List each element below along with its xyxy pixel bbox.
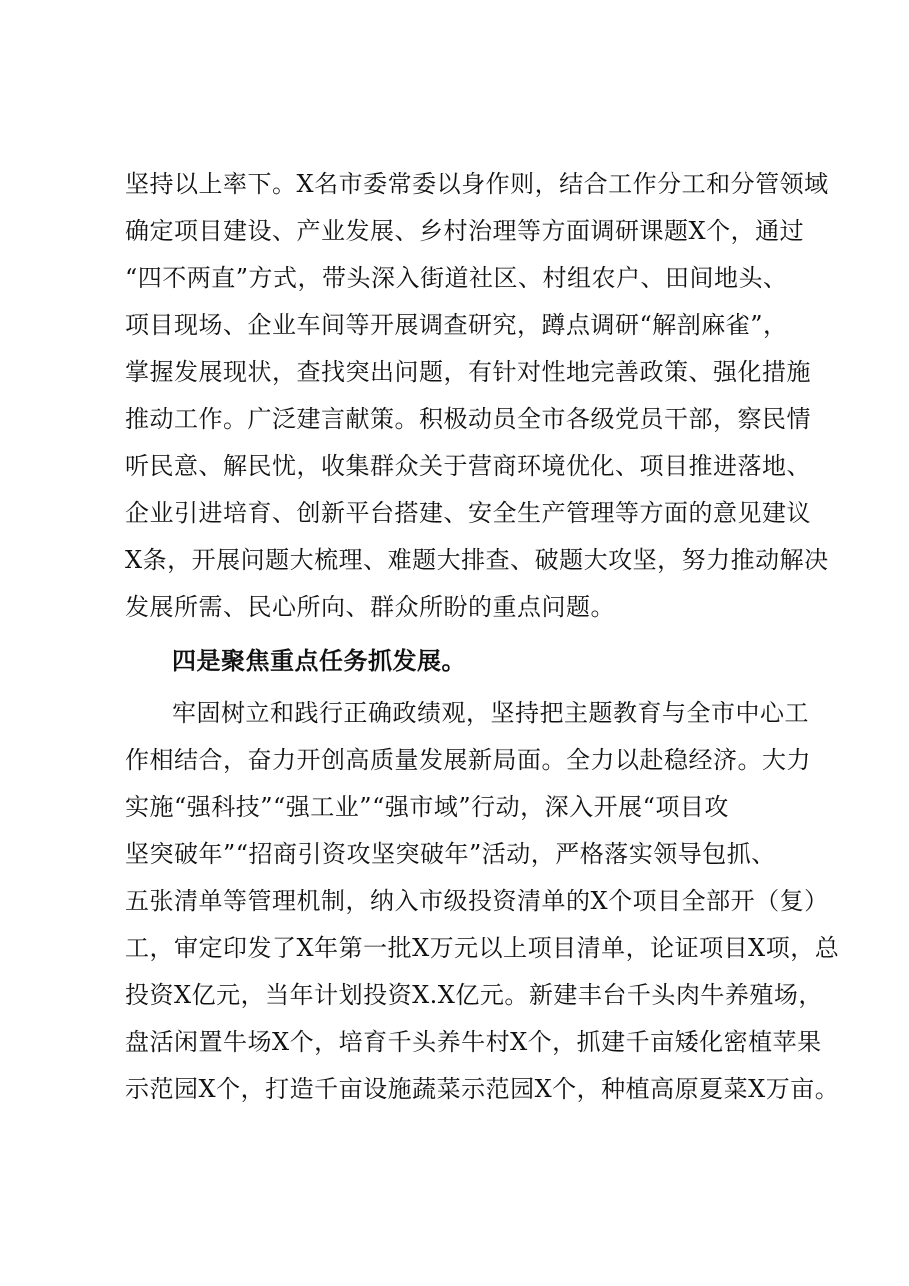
paragraph-1-line-1: 坚持以上率下。X名市委常委以身作则，结合工作分工和分管领域 bbox=[125, 170, 829, 198]
paragraph-1-line-5: 掌握发展现状，查找突出问题，有针对性地完善政策、强化措施 bbox=[125, 358, 811, 386]
paragraph-1-line-7: 听民意、解民忧，收集群众关于营商环境优化、项目推进落地、 bbox=[125, 452, 811, 480]
paragraph-2-line-2: 作相结合，奋力开创高质量发展新局面。全力以赴稳经济。大力 bbox=[125, 746, 811, 774]
paragraph-2-line-8: 盘活闲置牛场X个，培育千头养牛村X个，抓建千亩矮化密植苹果 bbox=[125, 1028, 822, 1056]
paragraph-1-line-3: “四不两直”方式，带头深入街道社区、村组农户、田间地头、 bbox=[125, 264, 788, 292]
paragraph-1-line-6: 推动工作。广泛建言献策。积极动员全市各级党员干部，察民情 bbox=[125, 405, 811, 433]
paragraph-1-line-4: 项目现场、企业车间等开展调查研究，蹲点调研“解剖麻雀”， bbox=[125, 311, 788, 339]
paragraph-2-line-4: 坚突破年”“招商引资攻坚突破年”活动，严格落实领导包抓、 bbox=[125, 840, 776, 868]
paragraph-1-line-2: 确定项目建设、产业发展、乡村治理等方面调研课题X个，通过 bbox=[125, 217, 805, 245]
paragraph-2-line-7: 投资X亿元，当年计划投资X.X亿元。新建丰台千头肉牛养殖场， bbox=[125, 981, 823, 1009]
paragraph-1-line-9: X条，开展问题大梳理、难题大排查、破题大攻坚，努力推动解决 bbox=[125, 546, 829, 574]
paragraph-2-line-5: 五张清单等管理机制，纳入市级投资清单的X个项目全部开（复） bbox=[125, 887, 829, 915]
paragraph-2-line-6: 工，审定印发了X年第一批X万元以上项目清单，论证项目X项，总 bbox=[125, 934, 840, 962]
paragraph-2-line-3: 实施“强科技”“强工业”“强市域”行动，深入开展“项目攻 bbox=[125, 793, 729, 821]
paragraph-1-line-8: 企业引进培育、创新平台搭建、安全生产管理等方面的意见建议 bbox=[125, 499, 811, 527]
paragraph-1-line-10: 发展所需、民心所向、群众所盼的重点问题。 bbox=[125, 593, 615, 621]
section-heading: 四是聚焦重点任务抓发展。 bbox=[172, 646, 466, 675]
paragraph-2-line-9: 示范园X个，打造千亩设施蔬菜示范园X个，种植高原夏菜X万亩。 bbox=[125, 1075, 840, 1103]
paragraph-2-line-1: 牢固树立和践行正确政绩观，坚持把主题教育与全市中心工 bbox=[172, 699, 809, 727]
